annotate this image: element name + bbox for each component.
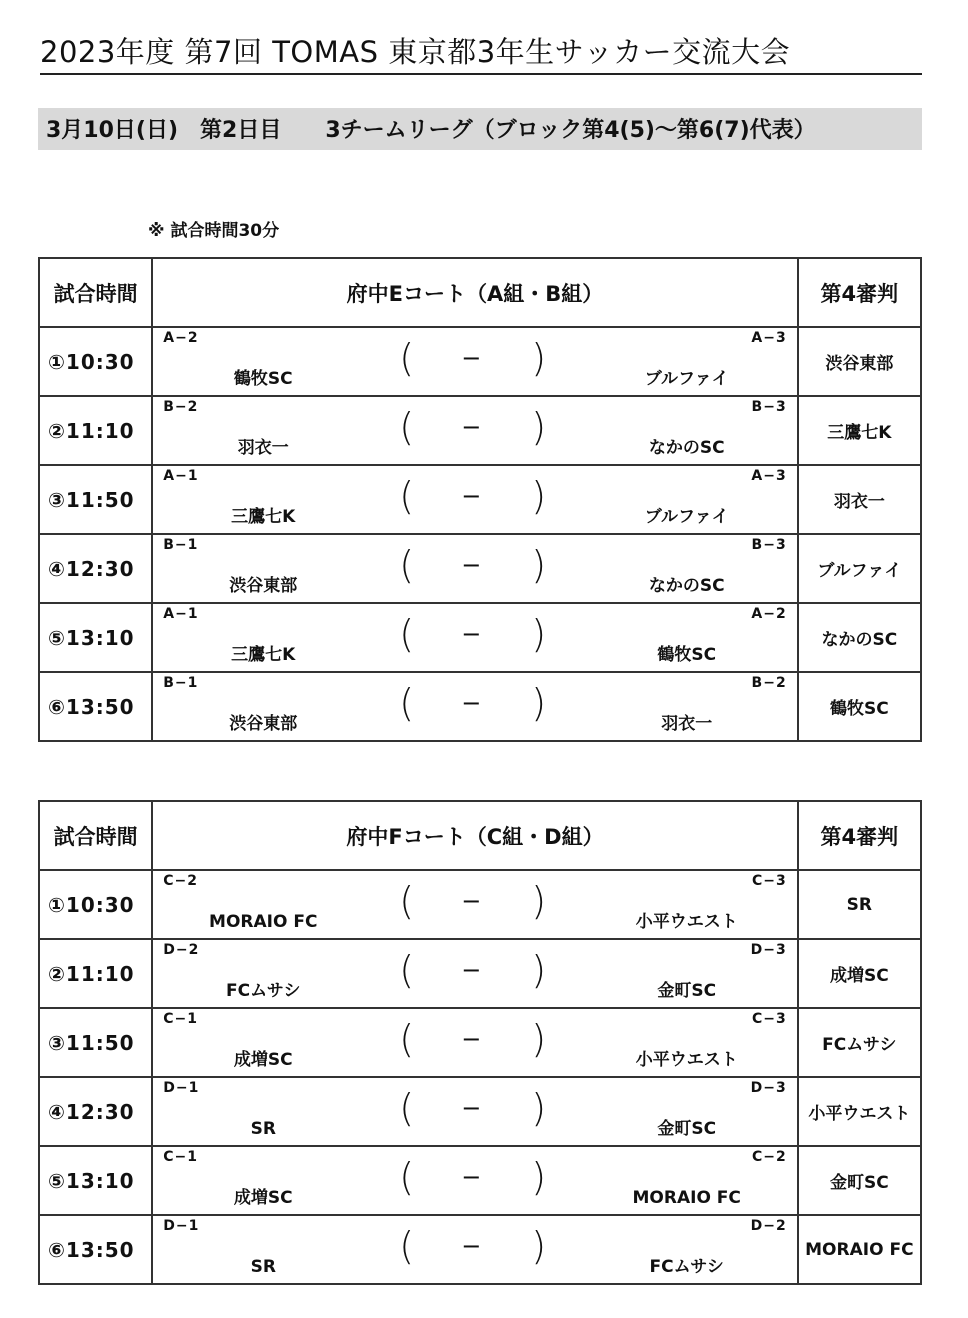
- fourth-referee: 鶴牧SC: [798, 672, 921, 741]
- match-cell: [152, 1146, 797, 1215]
- match-row: [39, 327, 921, 396]
- home-team: 渋谷東部: [229, 714, 298, 734]
- match-time: ④12:30: [39, 534, 152, 603]
- match-time: ⑥13:50: [39, 1215, 152, 1284]
- match-time: ①10:30: [39, 870, 152, 939]
- fourth-referee: 小平ウエスト: [798, 1077, 921, 1146]
- score-open-paren: (: [399, 1086, 415, 1130]
- away-slot-code: A−3: [751, 330, 787, 346]
- match-time: ③11:50: [39, 1008, 152, 1077]
- home-slot-code: B−2: [163, 399, 199, 415]
- score-separator: −: [461, 1163, 482, 1191]
- home-team: 三鷹七K: [231, 507, 296, 527]
- match-row: [39, 465, 921, 534]
- score-close-paren: ): [531, 336, 547, 380]
- score-separator: −: [461, 1025, 482, 1053]
- away-slot-code: B−3: [751, 537, 787, 553]
- match-time: ③11:50: [39, 465, 152, 534]
- away-slot-code: C−3: [751, 873, 787, 889]
- away-team: ブルファイ: [644, 369, 729, 389]
- match-time: ⑥13:50: [39, 672, 152, 741]
- score-separator: −: [461, 956, 482, 984]
- score-close-paren: ): [531, 474, 547, 518]
- match-row: [39, 396, 921, 465]
- match-time: ⑤13:10: [39, 1146, 152, 1215]
- match-time: ①10:30: [39, 327, 152, 396]
- score-open-paren: (: [399, 948, 415, 992]
- home-team: 成増SC: [233, 1050, 293, 1070]
- match-row: [39, 1077, 921, 1146]
- score-close-paren: ): [531, 1086, 547, 1130]
- match-time: ④12:30: [39, 1077, 152, 1146]
- fourth-referee: 三鷹七K: [798, 396, 921, 465]
- header-time: 試合時間: [39, 258, 152, 327]
- subtitle-text: 3月10日(日) 第2日目 3チームリーグ（ブロック第4(5)～第6(7)代表）: [46, 118, 816, 143]
- header-court: 府中Eコート（A組・B組）: [152, 258, 797, 327]
- match-time: ⑤13:10: [39, 603, 152, 672]
- match-cell: [152, 465, 797, 534]
- score-separator: −: [461, 887, 482, 915]
- match-row: [39, 1215, 921, 1284]
- score-close-paren: ): [531, 681, 547, 725]
- match-cell: [152, 1215, 797, 1284]
- match-cell: [152, 327, 797, 396]
- away-slot-code: B−2: [751, 675, 787, 691]
- score-open-paren: (: [399, 474, 415, 518]
- away-team: 小平ウエスト: [635, 1050, 738, 1070]
- match-cell: [152, 939, 797, 1008]
- score-open-paren: (: [399, 1224, 415, 1268]
- home-slot-code: A−1: [163, 468, 199, 484]
- header-referee: 第4審判: [798, 258, 921, 327]
- home-team: FCムサシ: [226, 981, 301, 1001]
- home-slot-code: A−1: [163, 606, 199, 622]
- score-close-paren: ): [531, 1155, 547, 1199]
- score-close-paren: ): [531, 612, 547, 656]
- score-separator: −: [461, 482, 482, 510]
- court-e-rows: [39, 327, 921, 741]
- match-cell: [152, 672, 797, 741]
- match-cell: [152, 603, 797, 672]
- match-time: ②11:10: [39, 396, 152, 465]
- away-team: 鶴牧SC: [657, 645, 717, 665]
- away-slot-code: A−3: [751, 468, 787, 484]
- score-separator: −: [461, 1094, 482, 1122]
- score-close-paren: ): [531, 879, 547, 923]
- match-cell: [152, 870, 797, 939]
- match-time: ②11:10: [39, 939, 152, 1008]
- away-team: 小平ウエスト: [635, 912, 738, 932]
- home-team: MORAIO FC: [209, 912, 318, 932]
- fourth-referee: ブルファイ: [798, 534, 921, 603]
- score-open-paren: (: [399, 405, 415, 449]
- home-team: 羽衣一: [237, 438, 289, 458]
- match-cell: [152, 1008, 797, 1077]
- away-team: なかのSC: [648, 438, 725, 458]
- court-e-schedule-table: [38, 257, 922, 742]
- score-open-paren: (: [399, 879, 415, 923]
- home-slot-code: C−1: [163, 1011, 198, 1027]
- score-close-paren: ): [531, 1224, 547, 1268]
- match-duration-note: ※ 試合時間30分: [148, 221, 280, 241]
- document-title: 2023年度 第7回 TOMAS 東京都3年生サッカー交流大会: [40, 35, 791, 69]
- score-separator: −: [461, 689, 482, 717]
- fourth-referee: MORAIO FC: [798, 1215, 921, 1284]
- score-separator: −: [461, 413, 482, 441]
- home-team: SR: [250, 1119, 276, 1139]
- match-row: [39, 870, 921, 939]
- away-team: 金町SC: [657, 1119, 717, 1139]
- away-slot-code: D−2: [750, 1218, 787, 1234]
- home-slot-code: C−1: [163, 1149, 198, 1165]
- score-close-paren: ): [531, 1017, 547, 1061]
- match-row: [39, 672, 921, 741]
- away-team: 羽衣一: [661, 714, 713, 734]
- away-slot-code: C−2: [751, 1149, 787, 1165]
- header-referee: 第4審判: [798, 801, 921, 870]
- away-team: なかのSC: [648, 576, 725, 596]
- fourth-referee: なかのSC: [798, 603, 921, 672]
- match-row: [39, 534, 921, 603]
- score-open-paren: (: [399, 612, 415, 656]
- fourth-referee: FCムサシ: [798, 1008, 921, 1077]
- fourth-referee: 金町SC: [798, 1146, 921, 1215]
- away-team: ブルファイ: [644, 507, 729, 527]
- away-slot-code: C−3: [751, 1011, 787, 1027]
- match-row: [39, 1146, 921, 1215]
- away-team: MORAIO FC: [632, 1188, 741, 1208]
- home-slot-code: A−2: [163, 330, 199, 346]
- home-team: 成増SC: [233, 1188, 293, 1208]
- match-cell: [152, 1077, 797, 1146]
- match-cell: [152, 396, 797, 465]
- home-slot-code: B−1: [163, 537, 199, 553]
- home-slot-code: B−1: [163, 675, 199, 691]
- home-team: 鶴牧SC: [233, 369, 293, 389]
- score-open-paren: (: [399, 543, 415, 587]
- home-slot-code: D−1: [163, 1218, 200, 1234]
- score-close-paren: ): [531, 948, 547, 992]
- court-f-schedule-table: [38, 800, 922, 1285]
- home-slot-code: D−1: [163, 1080, 200, 1096]
- score-open-paren: (: [399, 336, 415, 380]
- home-slot-code: C−2: [163, 873, 198, 889]
- home-team: 渋谷東部: [229, 576, 298, 596]
- court-f-rows: [39, 870, 921, 1284]
- header-time: 試合時間: [39, 801, 152, 870]
- score-open-paren: (: [399, 681, 415, 725]
- fourth-referee: 羽衣一: [798, 465, 921, 534]
- home-slot-code: D−2: [163, 942, 200, 958]
- table-header-row: [39, 801, 921, 870]
- match-cell: [152, 534, 797, 603]
- away-team: FCムサシ: [649, 1257, 724, 1277]
- table-header-row: [39, 258, 921, 327]
- score-close-paren: ): [531, 405, 547, 449]
- fourth-referee: 渋谷東部: [798, 327, 921, 396]
- away-slot-code: D−3: [750, 1080, 787, 1096]
- match-row: [39, 1008, 921, 1077]
- away-team: 金町SC: [657, 981, 717, 1001]
- fourth-referee: SR: [798, 870, 921, 939]
- header-court: 府中Fコート（C組・D組）: [152, 801, 797, 870]
- score-separator: −: [461, 344, 482, 372]
- away-slot-code: A−2: [751, 606, 787, 622]
- score-separator: −: [461, 551, 482, 579]
- home-team: SR: [250, 1257, 276, 1277]
- away-slot-code: D−3: [750, 942, 787, 958]
- match-row: [39, 939, 921, 1008]
- away-slot-code: B−3: [751, 399, 787, 415]
- score-close-paren: ): [531, 543, 547, 587]
- fourth-referee: 成増SC: [798, 939, 921, 1008]
- title-underline: [40, 73, 922, 75]
- subtitle-banner: [38, 108, 922, 150]
- home-team: 三鷹七K: [231, 645, 296, 665]
- score-separator: −: [461, 620, 482, 648]
- score-open-paren: (: [399, 1017, 415, 1061]
- score-open-paren: (: [399, 1155, 415, 1199]
- score-separator: −: [461, 1232, 482, 1260]
- match-row: [39, 603, 921, 672]
